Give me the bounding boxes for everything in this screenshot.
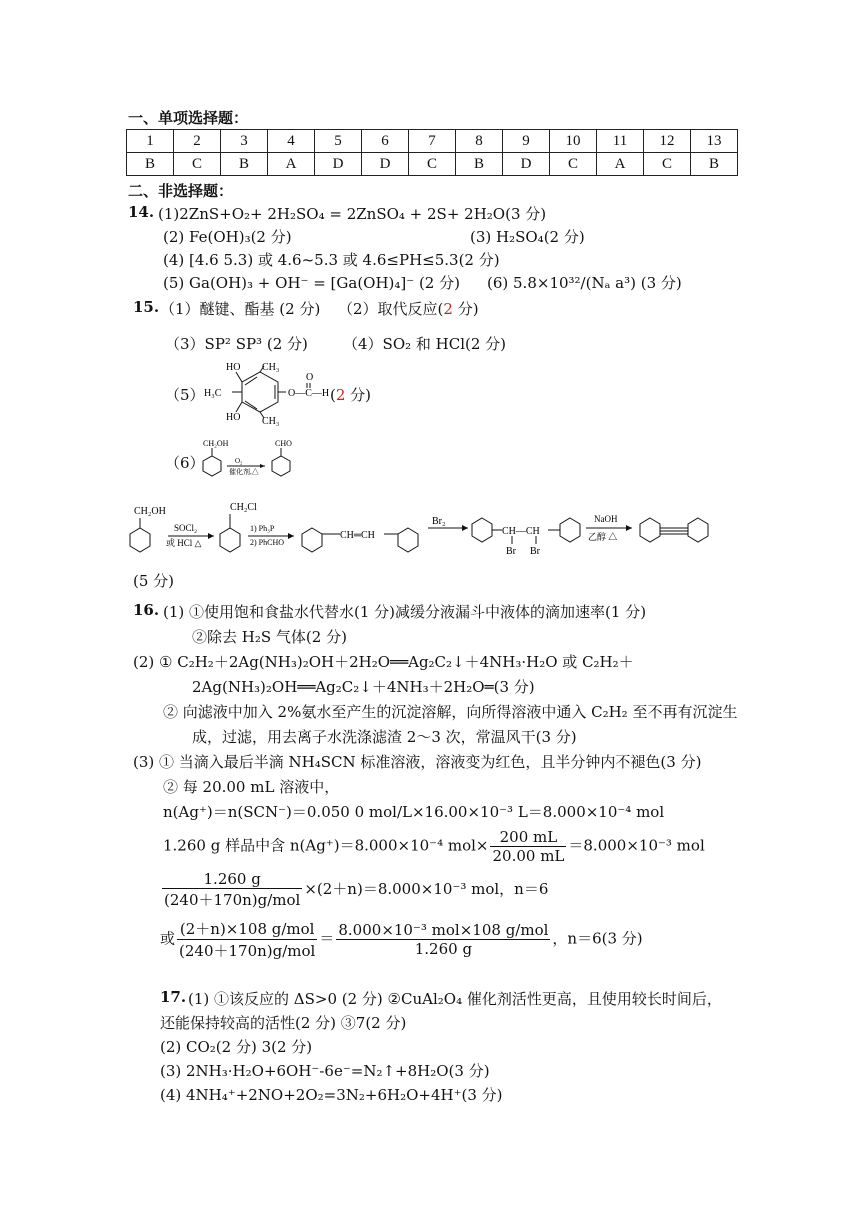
- q16-part3e: $\frac{1.260 g}{\text{(240＋170n)g/mol}}$ ×(2＋n)＝8.000×10⁻³ mol，n＝6: [164, 870, 549, 909]
- ch2oh-label: CH₂OH: [203, 439, 229, 448]
- q15-part2: （2）取代反应(2 分): [338, 300, 479, 318]
- reagent-naoh: NaOH: [594, 514, 618, 524]
- route-br-2: Br: [530, 546, 540, 557]
- q16-part3a: (3) ① 当滴入最后半滴 NH₄SCN 标准溶液，溶液变为红色，且半分钟内不褪色(3 分): [133, 753, 702, 771]
- question-number-cell: 12: [644, 130, 691, 153]
- synthesis-route: [126, 500, 726, 562]
- q16-number: 16.: [133, 601, 160, 619]
- route-br-1: Br: [506, 546, 516, 557]
- q16-part3d: 1.260 g 样品中含 n(Ag⁺)＝8.000×10⁻⁴ mol× $\frac{200 mL}{20.00 mL}$ ＝8.000×10⁻³ mol: [163, 828, 705, 865]
- answer-cell: C: [550, 153, 597, 176]
- answer-cell: D: [315, 153, 362, 176]
- question-number-row: [127, 130, 738, 153]
- q16-part2d: 成，过滤，用去离子水洗涤滤渣 2～3 次，常温风干(3 分): [192, 728, 577, 746]
- q16-part1a: (1) ①使用饱和食盐水代替水(1 分)减缓分液漏斗中液体的滴加速率(1 分): [163, 603, 647, 621]
- q15-part6-structure: [195, 436, 305, 482]
- reagent-o2: O₂: [235, 457, 243, 465]
- ch3-top-label: CH₃: [262, 362, 280, 373]
- q17-number: 17.: [160, 988, 187, 1006]
- ch3-bottom-label: CH₃: [262, 416, 280, 426]
- reagent-ethanol: 乙醇 △: [588, 532, 618, 542]
- answer-cell: A: [268, 153, 315, 176]
- route-ch-eq-ch: CH═CH: [340, 530, 375, 541]
- answer-cell: B: [691, 153, 738, 176]
- question-number-cell: 10: [550, 130, 597, 153]
- question-number-cell: 8: [456, 130, 503, 153]
- question-number-cell: 1: [127, 130, 174, 153]
- q15-part4: （4）SO₂ 和 HCl(2 分): [343, 335, 507, 353]
- q17-line5: (4) 4NH₄⁺+2NO+2O₂=3N₂+6H₂O+4H⁺(3 分): [160, 1086, 503, 1104]
- q14-number: 14.: [128, 203, 155, 221]
- reagent-catalyst: 催化剂,△: [229, 468, 259, 476]
- q15-part5-score: (2 分): [330, 386, 372, 404]
- answer-cell: B: [221, 153, 268, 176]
- q14-line1: (1)2ZnS+O₂+ 2H₂SO₄ = 2ZnSO₄ + 2S+ 2H₂O(3 分): [158, 205, 547, 223]
- q15-part5-label: （5）: [165, 386, 205, 404]
- answer-cell: D: [503, 153, 550, 176]
- reagent-hcl: 或 HCl △: [166, 538, 202, 548]
- reagent-phcho: 2) PhCHO: [250, 538, 285, 547]
- question-number-cell: 2: [174, 130, 221, 153]
- q16-part3f: 或 $\frac{\text{(2＋n)×108 g/mol}}{\text{(240＋170n)g/mol}}$ ＝ $\frac{\text{8.000×10⁻³ mol×108 g/mol}}{1.260 g}$ ，n＝6(3 分): [160, 920, 643, 960]
- carbonyl-o-label: O: [306, 372, 314, 383]
- answer-cell: C: [644, 153, 691, 176]
- question-number-cell: 13: [691, 130, 738, 153]
- q16-part1b: ②除去 H₂S 气体(2 分): [192, 628, 347, 646]
- question-number-cell: 9: [503, 130, 550, 153]
- q15-part3: （3）SP² SP³ (2 分): [165, 335, 308, 353]
- q15-part6-label: （6）: [165, 454, 205, 472]
- q16-part3c: n(Ag⁺)＝n(SCN⁻)＝0.050 0 mol/L×16.00×10⁻³ L＝8.000×10⁻⁴ mol: [163, 803, 665, 821]
- ester-label: O—C—H: [288, 388, 330, 399]
- reagent-socl2: SOCl₂: [174, 523, 198, 533]
- reagent-br2: Br₂: [432, 516, 446, 527]
- answer-row: [127, 153, 738, 176]
- q14-line2a: (2) Fe(OH)₃(2 分): [163, 228, 292, 246]
- choice-answer-table: [126, 129, 738, 176]
- q14-line2b: (3) H₂SO₄(2 分): [470, 228, 585, 246]
- route-ch2cl: CH₂Cl: [230, 502, 257, 513]
- question-number-cell: 6: [362, 130, 409, 153]
- answer-cell: A: [597, 153, 644, 176]
- q14-line4a: (5) Ga(OH)₃ + OH⁻ = [Ga(OH)₄]⁻ (2 分): [163, 274, 460, 292]
- q16-part2c: ② 向滤液中加入 2%氨水至产生的沉淀溶解，向所得溶液中通入 C₂H₂ 至不再有沉淀生: [163, 703, 738, 721]
- answer-cell: C: [409, 153, 456, 176]
- reagent-ph3p: 1) Ph₃P: [250, 524, 275, 533]
- q15-part1: （1）醚键、酯基 (2 分): [160, 300, 321, 318]
- question-number-cell: 4: [268, 130, 315, 153]
- question-number-cell: 3: [221, 130, 268, 153]
- answer-cell: B: [127, 153, 174, 176]
- q15-number: 15.: [133, 298, 160, 316]
- answer-cell: C: [174, 153, 221, 176]
- answer-cell: B: [456, 153, 503, 176]
- h3c-label: H₃C: [204, 388, 222, 399]
- route-ch-ch: CH—CH: [502, 526, 540, 537]
- section2-title: 二、非选择题：: [128, 182, 234, 200]
- q17-line2: 还能保持较高的活性(2 分) ③7(2 分): [160, 1014, 407, 1032]
- q16-part2a: (2) ① C₂H₂＋2Ag(NH₃)₂OH＋2H₂O══Ag₂C₂↓＋4NH₃·H₂O 或 C₂H₂＋: [133, 653, 634, 671]
- answer-cell: D: [362, 153, 409, 176]
- route-ch2oh: CH₂OH: [134, 506, 166, 517]
- cho-label: CHO: [275, 439, 292, 448]
- q16-part2b: 2Ag(NH₃)₂OH══Ag₂C₂↓＋4NH₃＋2H₂O═(3 分): [192, 678, 535, 696]
- q14-line3: (4) [4.6 5.3) 或 4.6~5.3 或 4.6≤PH≤5.3(2 分): [163, 251, 500, 269]
- q17-line1: (1) ①该反应的 ΔS>0 (2 分) ②CuAl₂O₄ 催化剂活性更高，且使用较长时间后，: [188, 990, 722, 1008]
- section1-title: 一、单项选择题：: [128, 109, 249, 127]
- q14-line4b: (6) 5.8×10³²/(Nₐ a³) (3 分): [487, 274, 682, 292]
- question-number-cell: 11: [597, 130, 644, 153]
- q17-line4: (3) 2NH₃·H₂O+6OH⁻-6e⁻=N₂↑+8H₂O(3 分): [160, 1062, 490, 1080]
- ho-top-label: HO: [226, 362, 241, 373]
- question-number-cell: 5: [315, 130, 362, 153]
- q17-line3: (2) CO₂(2 分) 3(2 分): [160, 1038, 313, 1056]
- ho-bottom-label: HO: [226, 412, 241, 423]
- q15-route-score: (5 分): [133, 572, 175, 590]
- q16-part3b: ② 每 20.00 mL 溶液中，: [163, 778, 340, 796]
- question-number-cell: 7: [409, 130, 456, 153]
